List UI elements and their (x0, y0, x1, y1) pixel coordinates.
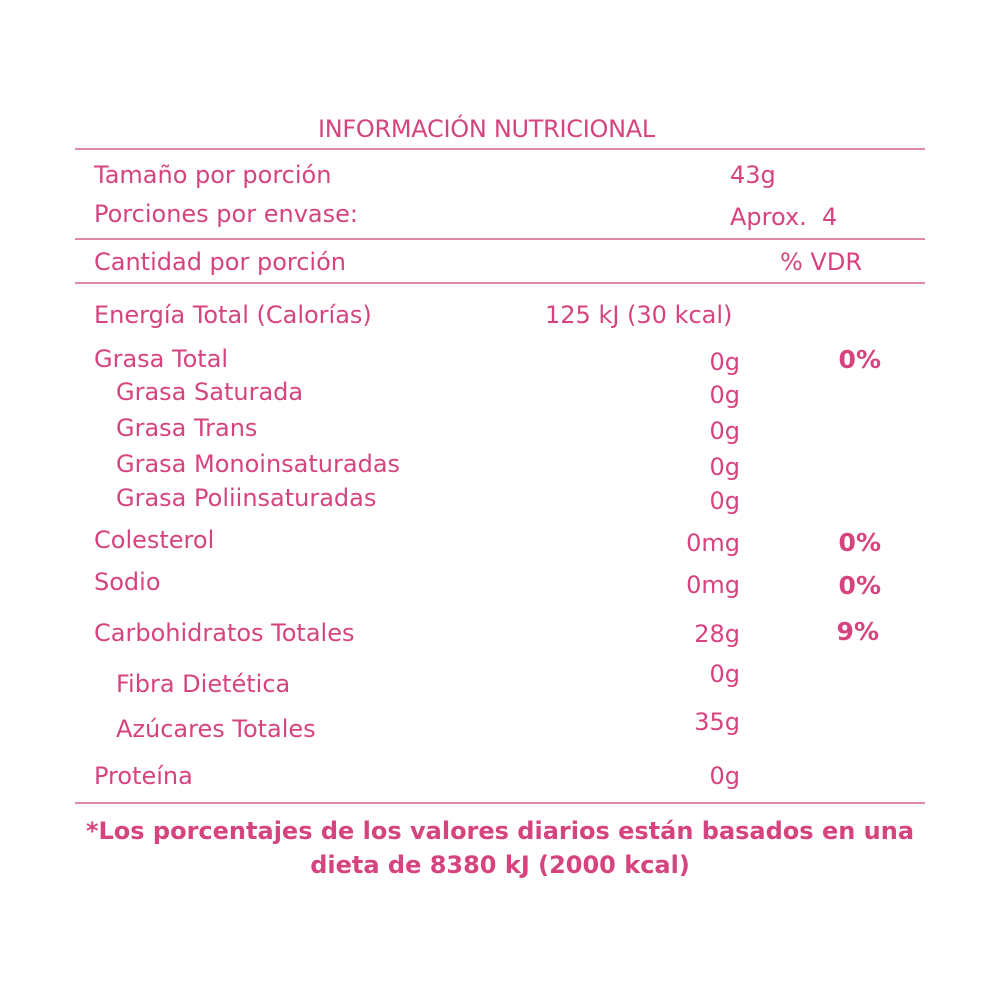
nutrient-daily-value: 0% (838, 345, 881, 374)
nutrient-label: Colesterol (94, 526, 215, 554)
divider-top (75, 148, 925, 150)
servings-per-container-label: Porciones por envase: (94, 200, 358, 228)
nutrient-label: Proteína (94, 762, 193, 790)
nutrient-value: 0g (709, 381, 740, 409)
amount-per-serving-label: Cantidad por porción (94, 248, 346, 276)
nutrient-value: 0mg (686, 529, 740, 557)
footnote-line-2: dieta de 8380 kJ (2000 kcal) (310, 851, 690, 879)
nutrient-value: 0g (709, 762, 740, 790)
divider-bottom (75, 802, 925, 804)
nutrient-label: Sodio (94, 568, 161, 596)
daily-value-header: % VDR (780, 248, 863, 276)
nutrient-value: 35g (694, 708, 740, 736)
nutrient-value: 28g (694, 620, 740, 648)
nutrient-value: 0g (709, 417, 740, 445)
serving-size-value: 43g (730, 161, 776, 189)
divider-serving (75, 238, 925, 240)
serving-size-label: Tamaño por porción (94, 161, 332, 189)
nutrient-daily-value: 0% (838, 528, 881, 557)
divider-header (75, 282, 925, 284)
nutrient-value: 0mg (686, 571, 740, 599)
nutrient-daily-value: 9% (836, 617, 879, 646)
nutrient-label: Grasa Monoinsaturadas (116, 450, 401, 478)
label-title: INFORMACIÓN NUTRICIONAL (318, 115, 655, 143)
nutrient-label: Grasa Trans (116, 414, 258, 442)
nutrient-label: Azúcares Totales (116, 715, 316, 743)
nutrient-label: Grasa Poliinsaturadas (116, 484, 377, 512)
servings-per-container-value: Aprox. 4 (730, 203, 838, 231)
footnote-line-1: *Los porcentajes de los valores diarios están basados en una (85, 817, 915, 845)
nutrient-daily-value: 0% (838, 571, 881, 600)
nutrient-value: 0g (709, 660, 740, 688)
nutrient-value: 0g (709, 348, 740, 376)
nutrient-label: Carbohidratos Totales (94, 619, 355, 647)
nutrient-label: Grasa Saturada (116, 378, 304, 406)
nutrient-label: Grasa Total (94, 345, 229, 373)
nutrient-value: 0g (709, 453, 740, 481)
energy-label: Energía Total (Calorías) (94, 301, 372, 329)
nutrient-label: Fibra Dietética (116, 670, 291, 698)
nutrient-value: 0g (709, 487, 740, 515)
energy-value: 125 kJ (30 kcal) (545, 301, 733, 329)
